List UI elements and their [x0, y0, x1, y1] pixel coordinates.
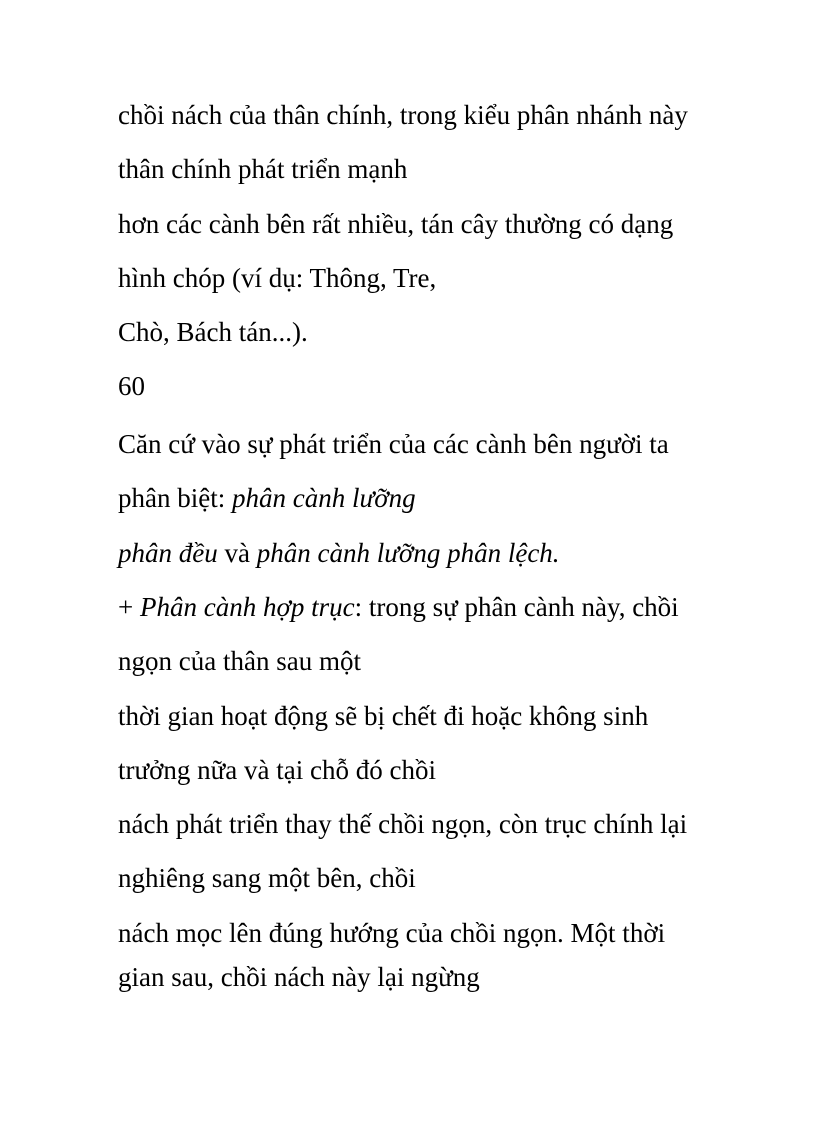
text-span: +: [118, 592, 140, 622]
text-line: [118, 591, 679, 623]
text-line: ngọn của thân sau một: [118, 646, 361, 676]
text-line: Chò, Bách tán...).: [118, 317, 308, 347]
italic-term: Phân cành hợp trục: [139, 592, 355, 622]
italic-term: phân cành lưỡng: [231, 483, 416, 513]
text-span: : trong sự phân cành này, chồi: [354, 592, 679, 622]
text-line: [118, 537, 560, 569]
text-line: chồi nách của thân chính, trong kiểu phân nhánh này: [118, 100, 688, 130]
text-line: nách phát triển thay thế chồi ngọn, còn trục chính lại: [118, 809, 688, 839]
text-line: gian sau, chồi nách này lại ngừng: [118, 962, 480, 992]
page-number: 60: [118, 371, 145, 401]
text-line: nghiêng sang một bên, chồi: [118, 863, 416, 893]
text-line: Căn cứ vào sự phát triển của các cành bên người ta: [118, 429, 669, 459]
text-line: nách mọc lên đúng hướng của chồi ngọn. Một thời: [118, 918, 666, 948]
text-line: thân chính phát triển mạnh: [118, 154, 408, 184]
text-line: thời gian hoạt động sẽ bị chết đi hoặc không sinh: [118, 701, 649, 731]
italic-term: phân đều: [118, 538, 218, 568]
text-line: [118, 482, 416, 514]
text-line: hình chóp (ví dụ: Thông, Tre,: [118, 263, 437, 293]
text-span: và: [217, 538, 257, 568]
text-span: phân biệt:: [118, 483, 232, 513]
text-line: trưởng nữa và tại chỗ đó chồi: [118, 755, 436, 785]
italic-term: phân cành lưỡng phân lệch.: [256, 538, 560, 568]
text-line: hơn các cành bên rất nhiều, tán cây thường có dạng: [118, 209, 674, 239]
